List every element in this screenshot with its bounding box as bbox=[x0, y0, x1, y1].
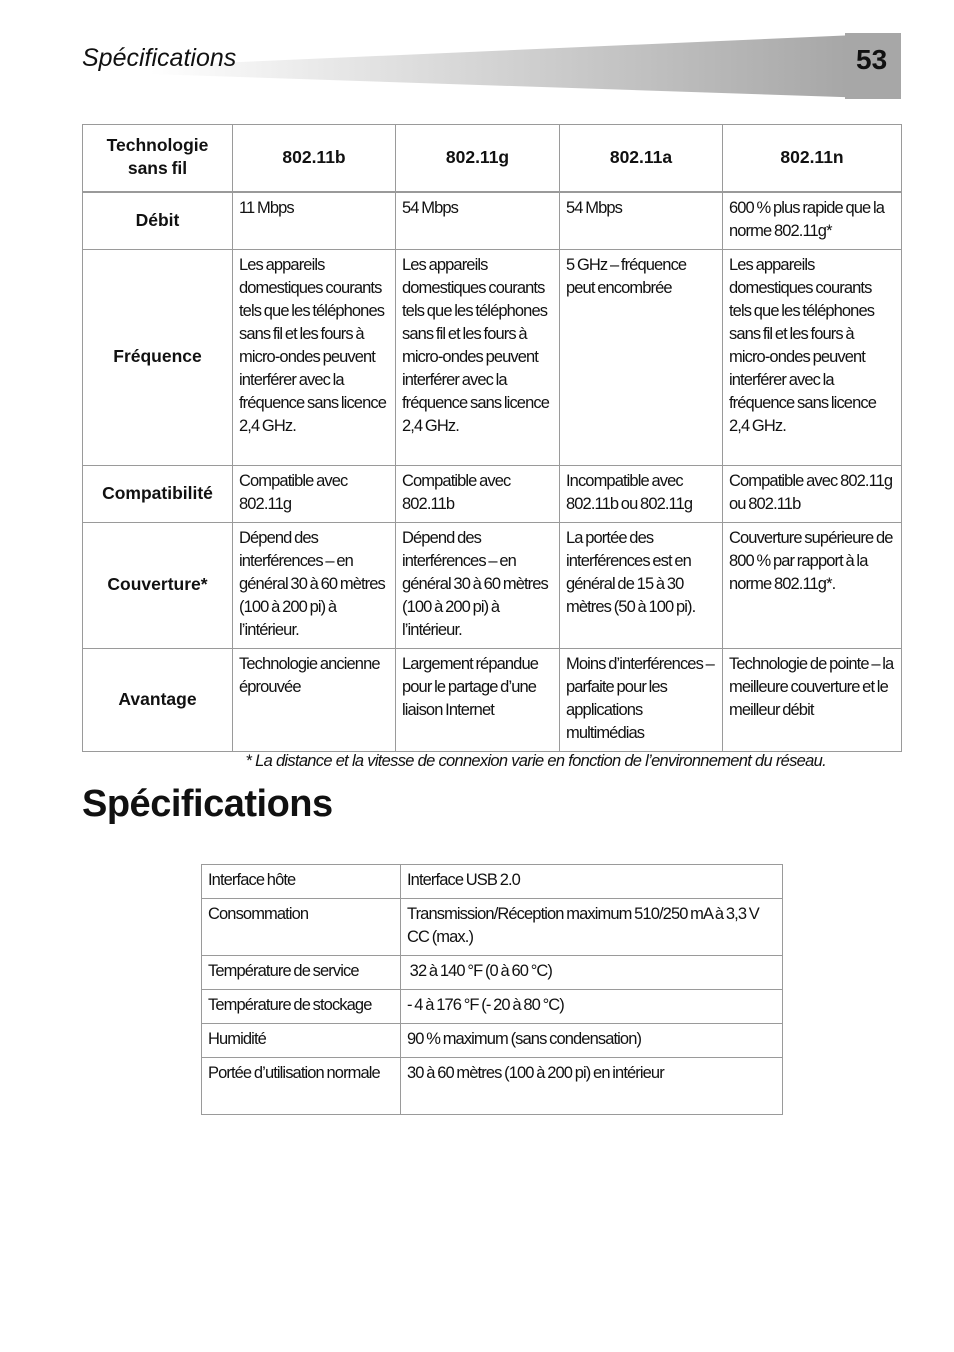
table-row bbox=[202, 1058, 783, 1115]
table-footnote: * La distance et la vitesse de connexion varie en fonction de l’environnement du réseau. bbox=[245, 752, 826, 770]
table-row bbox=[83, 250, 902, 466]
table-cell: Les appareils domestiques courants tels que les téléphones sans fil et les fours à micro-ondes peuvent interférer avec la fréquence sans licence 2,4 GHz. bbox=[396, 250, 560, 466]
spec-label: Température de stockage bbox=[202, 990, 401, 1024]
table-row bbox=[83, 523, 902, 649]
table-row bbox=[83, 192, 902, 250]
table-cell: Compatible avec 802.11b bbox=[396, 466, 560, 523]
table-cell: Dépend des interférences – en général 30 à 60 mètres (100 à 200 pi) à l’intérieur. bbox=[396, 523, 560, 649]
specifications-table bbox=[201, 864, 783, 1115]
spec-label: Consommation bbox=[202, 899, 401, 956]
table-cell: Compatible avec 802.11g ou 802.11b bbox=[723, 466, 902, 523]
table-row bbox=[202, 865, 783, 899]
table-cell: La portée des interférences est en général de 15 à 30 mètres (50 à 100 pi). bbox=[560, 523, 723, 649]
table-cell: Incompatible avec 802.11b ou 802.11g bbox=[560, 466, 723, 523]
column-header: 802.11g bbox=[396, 125, 560, 193]
table-cell: Les appareils domestiques courants tels que les téléphones sans fil et les fours à micro-ondes peuvent interférer avec la fréquence sans licence 2,4 GHz. bbox=[723, 250, 902, 466]
column-header: 802.11a bbox=[560, 125, 723, 193]
wireless-comparison-table bbox=[82, 124, 902, 752]
table-cell: Moins d’interférences – parfaite pour les applications multimédias bbox=[560, 649, 723, 752]
column-header: Technologie sans fil bbox=[83, 125, 233, 193]
table-cell: Les appareils domestiques courants tels que les téléphones sans fil et les fours à micro-ondes peuvent interférer avec la fréquence sans licence 2,4 GHz. bbox=[233, 250, 396, 466]
page-header bbox=[0, 0, 954, 110]
table-row bbox=[83, 649, 902, 752]
table-cell: Technologie de pointe – la meilleure couverture et le meilleur débit bbox=[723, 649, 902, 752]
table-cell: Dépend des interférences – en général 30 à 60 mètres (100 à 200 pi) à l’intérieur. bbox=[233, 523, 396, 649]
table-cell: Technologie ancienne éprouvée bbox=[233, 649, 396, 752]
table-cell: 5 GHz – fréquence peut encombrée bbox=[560, 250, 723, 466]
row-label: Débit bbox=[83, 192, 233, 250]
spec-value: 90 % maximum (sans condensation) bbox=[401, 1024, 783, 1058]
table-row bbox=[202, 1024, 783, 1058]
table-header-row bbox=[83, 125, 902, 193]
running-title: Spécifications bbox=[82, 44, 237, 72]
table-row bbox=[83, 466, 902, 523]
table-cell: 54 Mbps bbox=[396, 192, 560, 250]
table-row bbox=[202, 956, 783, 990]
table-row bbox=[202, 990, 783, 1024]
row-label: Fréquence bbox=[83, 250, 233, 466]
row-label: Couverture* bbox=[83, 523, 233, 649]
table-cell: 54 Mbps bbox=[560, 192, 723, 250]
table-cell: Largement répandue pour le partage d’une liaison Internet bbox=[396, 649, 560, 752]
spec-label: Humidité bbox=[202, 1024, 401, 1058]
spec-value: Interface USB 2.0 bbox=[401, 865, 783, 899]
section-title: Spécifications bbox=[82, 783, 333, 825]
spec-label: Interface hôte bbox=[202, 865, 401, 899]
page-number: 53 bbox=[856, 44, 888, 75]
row-label: Avantage bbox=[83, 649, 233, 752]
row-label: Compatibilité bbox=[83, 466, 233, 523]
column-header: 802.11n bbox=[723, 125, 902, 193]
spec-value: 30 à 60 mètres (100 à 200 pi) en intérieur bbox=[401, 1058, 783, 1115]
spec-label: Portée d’utilisation normale bbox=[202, 1058, 401, 1115]
table-cell: Compatible avec 802.11g bbox=[233, 466, 396, 523]
spec-value: Transmission/Réception maximum 510/250 mA à 3,3 V CC (max.) bbox=[401, 899, 783, 956]
table-cell: 600 % plus rapide que la norme 802.11g* bbox=[723, 192, 902, 250]
spec-value: - 4 à 176 °F (- 20 à 80 °C) bbox=[401, 990, 783, 1024]
spec-label: Température de service bbox=[202, 956, 401, 990]
spec-value: 32 à 140 °F (0 à 60 °C) bbox=[401, 956, 783, 990]
table-cell: Couverture supérieure de 800 % par rapport à la norme 802.11g*. bbox=[723, 523, 902, 649]
column-header: 802.11b bbox=[233, 125, 396, 193]
table-cell: 11 Mbps bbox=[233, 192, 396, 250]
table-row bbox=[202, 899, 783, 956]
